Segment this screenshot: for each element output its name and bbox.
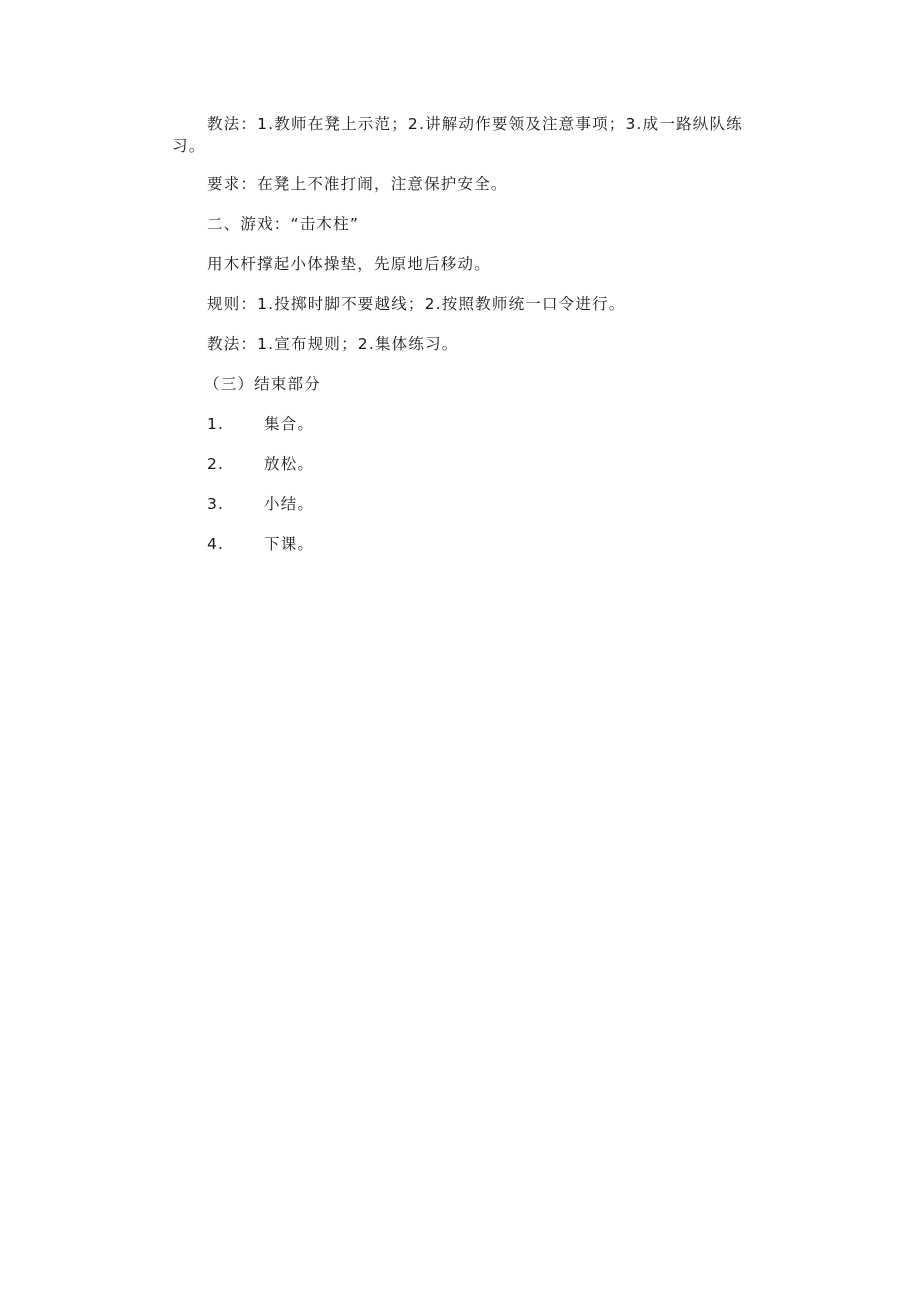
list-item-text: 集合。 bbox=[264, 415, 315, 433]
paragraph-teaching-method-2: 教法：1.宣布规则；2.集体练习。 bbox=[207, 335, 459, 353]
list-item-number: 1. bbox=[207, 415, 225, 433]
list-item-text: 放松。 bbox=[264, 455, 315, 473]
paragraph-rules: 规则：1.投掷时脚不要越线；2.按照教师统一口令进行。 bbox=[207, 295, 626, 313]
list-item-number: 2. bbox=[207, 455, 225, 473]
paragraph-game-title: 二、游戏：“击木柱” bbox=[207, 215, 360, 233]
list-item bbox=[207, 453, 314, 475]
list-item-number: 3. bbox=[207, 495, 225, 513]
list-item-text: 下课。 bbox=[264, 535, 315, 553]
paragraph-game-setup: 用木杆撑起小体操垫，先原地后移动。 bbox=[207, 255, 491, 273]
list-item bbox=[207, 413, 314, 435]
list-item-text: 小结。 bbox=[264, 495, 315, 513]
paragraph-requirement: 要求：在凳上不准打闹，注意保护安全。 bbox=[207, 175, 508, 193]
list-item bbox=[207, 533, 314, 555]
list-item-number: 4. bbox=[207, 535, 225, 553]
section-heading-ending: （三）结束部分 bbox=[204, 375, 321, 393]
list-item bbox=[207, 493, 314, 515]
paragraph-teaching-method-1: 教法：1.教师在凳上示范；2.讲解动作要领及注意事项；3.成一路纵队练习。 bbox=[172, 115, 743, 155]
